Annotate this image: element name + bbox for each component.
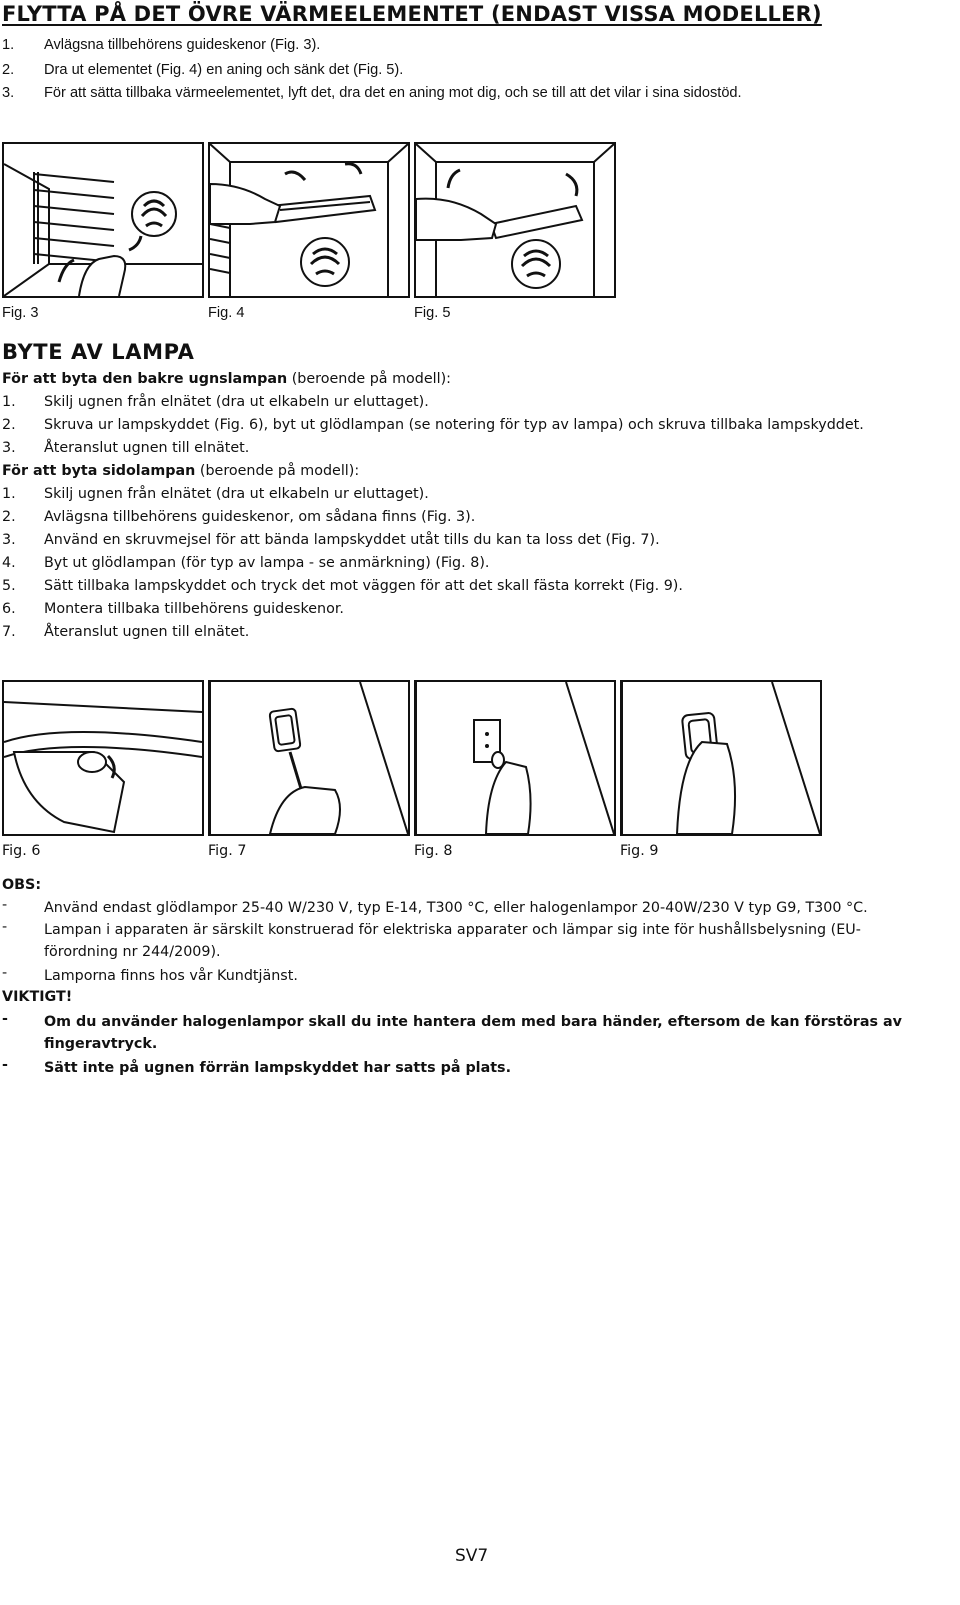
important-note: - Om du använder halogenlampor skall du inte hantera dem med bara händer, eftersom de kan förstöras av fingeravtryck. <box>2 1011 902 1052</box>
section-title: FLYTTA PÅ DET ÖVRE VÄRMEELEMENTET (ENDAST VISSA MODELLER) <box>2 2 822 26</box>
figure-4-illustration <box>208 142 410 298</box>
figure-5-label: Fig. 5 <box>414 305 451 321</box>
step-line: 1. Skilj ugnen från elnätet (dra ut elkabeln ur eluttaget). <box>2 486 429 502</box>
figure-5-illustration <box>414 142 616 298</box>
step-line: 3. Återanslut ugnen till elnätet. <box>2 440 250 456</box>
step-line: 6. Montera tillbaka tillbehörens guideskenor. <box>2 601 344 617</box>
figure-8-illustration <box>414 680 616 836</box>
figure-3-illustration <box>2 142 204 298</box>
lamp-cover-refit-illustration <box>622 682 820 834</box>
obs-note: - Använd endast glödlampor 25-40 W/230 V, typ E-14, T300 °C, eller halogenlampor 20-40W/230 V typ G9, T300 °C. <box>2 897 868 916</box>
step-line: 2. Avlägsna tillbehörens guideskenor, om sådana finns (Fig. 3). <box>2 509 476 525</box>
obs-heading: OBS: <box>2 877 42 893</box>
step-line: 2. Skruva ur lampskyddet (Fig. 6), byt ut glödlampan (se notering för typ av lampa) och skruva tillbaka lampskyddet. <box>2 417 864 433</box>
figure-7-illustration <box>208 680 410 836</box>
step-line: 2. Dra ut elementet (Fig. 4) en aning och sänk det (Fig. 5). <box>2 62 404 78</box>
step-line: 7. Återanslut ugnen till elnätet. <box>2 624 250 640</box>
bulb-replace-illustration <box>416 682 614 834</box>
heating-element-lower-illustration <box>416 144 614 296</box>
side-lamp-pry-illustration <box>210 682 408 834</box>
figure-8-label: Fig. 8 <box>414 843 453 859</box>
figure-9-label: Fig. 9 <box>620 843 659 859</box>
figure-6-illustration <box>2 680 204 836</box>
step-line: 1. Skilj ugnen från elnätet (dra ut elkabeln ur eluttaget). <box>2 394 429 410</box>
figure-3-label: Fig. 3 <box>2 305 39 321</box>
page-number: SV7 <box>455 1546 489 1566</box>
step-line: 3. För att sätta tillbaka värmeelementet, lyft det, dra det en aning mot dig, och se till att det vilar i sina sidostöd. <box>2 85 742 101</box>
step-line: 1. Avlägsna tillbehörens guideskenor (Fig. 3). <box>2 37 321 53</box>
obs-note: - Lampan i apparaten är särskilt konstruerad för elektriska apparater och lämpar sig inte för hushållsbelysning (EU-förordning nr 244/2009). <box>2 919 861 960</box>
important-note: - Sätt inte på ugnen förrän lampskyddet har satts på plats. <box>2 1057 512 1076</box>
figure-7-label: Fig. 7 <box>208 843 247 859</box>
step-line: 4. Byt ut glödlampan (för typ av lampa - se anmärkning) (Fig. 8). <box>2 555 490 571</box>
heating-element-pull-illustration <box>210 144 408 296</box>
obs-note: - Lamporna finns hos vår Kundtjänst. <box>2 965 298 984</box>
section-title: BYTE AV LAMPA <box>2 340 195 364</box>
figure-4-label: Fig. 4 <box>208 305 245 321</box>
step-line: 5. Sätt tillbaka lampskyddet och tryck det mot väggen för att det skall fästa korrekt (Fig. 9). <box>2 578 683 594</box>
rear-lamp-lead: För att byta den bakre ugnslampan (beroende på modell): <box>2 371 451 387</box>
figure-6-label: Fig. 6 <box>2 843 41 859</box>
rear-lamp-cover-illustration <box>4 682 202 834</box>
oven-rack-illustration <box>4 144 202 296</box>
figure-9-illustration <box>620 680 822 836</box>
step-line: 3. Använd en skruvmejsel för att bända lampskyddet utåt tills du kan ta loss det (Fig. 7). <box>2 532 660 548</box>
side-lamp-lead: För att byta sidolampan (beroende på modell): <box>2 463 360 479</box>
important-heading: VIKTIGT! <box>2 989 73 1005</box>
